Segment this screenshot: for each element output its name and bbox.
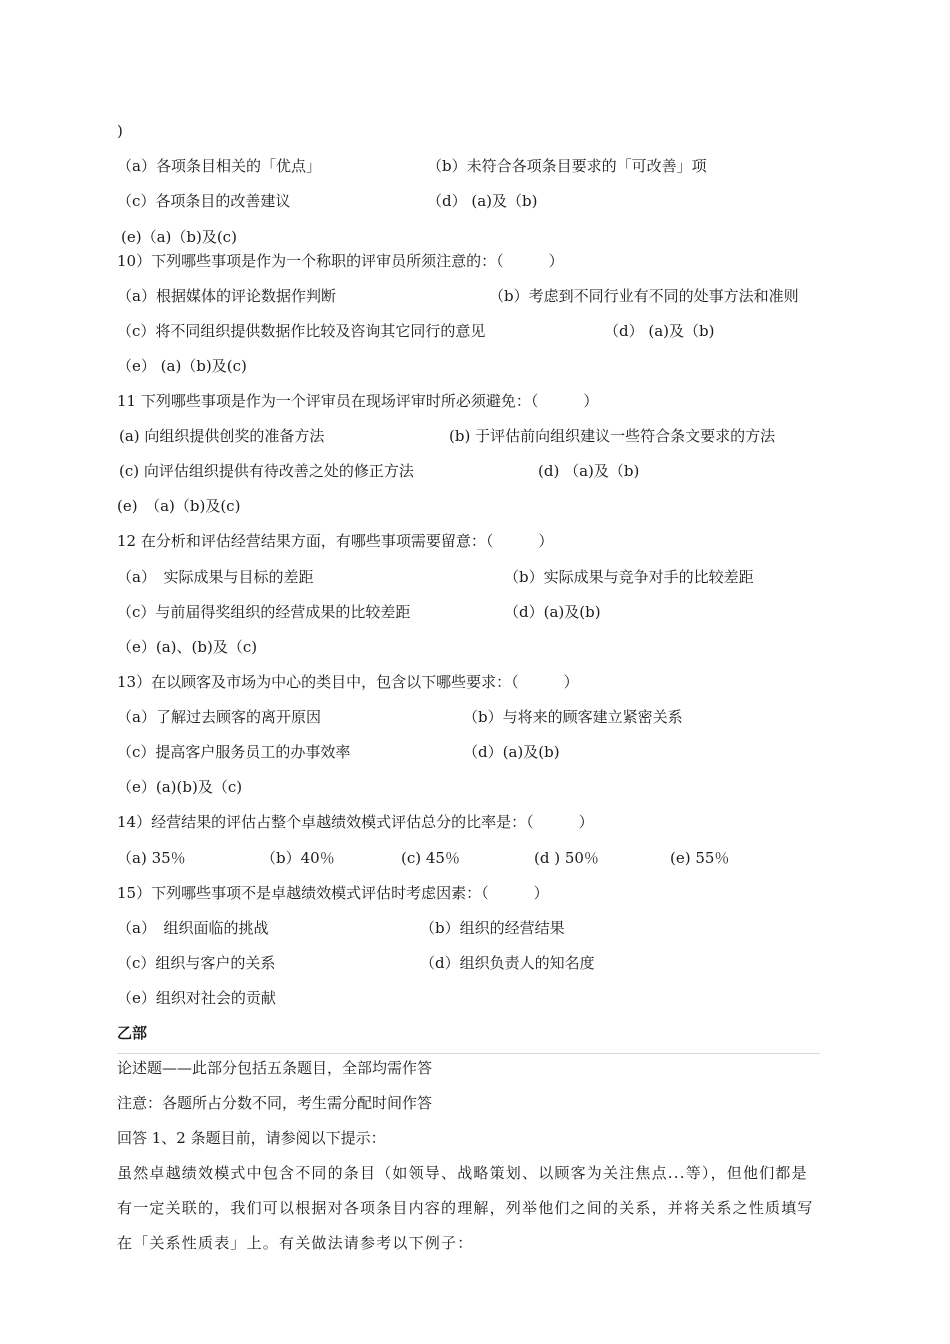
q12-option-c: （c）与前届得奖组织的经营成果的比较差距 bbox=[117, 603, 411, 621]
q10-option-b: （b）考虑到不同行业有不同的处事方法和准则 bbox=[489, 287, 799, 305]
q15-option-e: （e）组织对社会的贡献 bbox=[117, 989, 276, 1007]
q15-option-d: （d）组织负责人的知名度 bbox=[420, 954, 595, 972]
q14-option-b: （b）40％ bbox=[261, 849, 335, 867]
q13-option-c: （c）提高客户服务员工的办事效率 bbox=[117, 743, 351, 761]
part-b-paragraph-line-1: 虽然卓越绩效模式中包含不同的条目（如领导、战略策划、以顾客为关注焦点...等），但他们都是 bbox=[117, 1164, 808, 1182]
q12-option-b: （b）实际成果与竞争对手的比较差距 bbox=[504, 568, 754, 586]
q12-option-a: （a） 实际成果与目标的差距 bbox=[117, 568, 314, 586]
q15-stem: 15）下列哪些事项不是卓越绩效模式评估时考虑因素：（ ） bbox=[117, 884, 549, 902]
q12-option-d: （d）(a)及(b) bbox=[504, 603, 601, 621]
q11-option-d: (d) （a)及（b) bbox=[538, 462, 640, 480]
q14-option-d: (d ) 50％ bbox=[534, 849, 599, 867]
part-b-note: 注意：各题所占分数不同，考生需分配时间作答 bbox=[117, 1094, 433, 1112]
q11-stem: 11 下列哪些事项是作为一个评审员在现场评审时所必须避免：（ ） bbox=[117, 392, 599, 410]
q15-option-b: （b）组织的经营结果 bbox=[420, 919, 565, 937]
q10-stem: 10）下列哪些事项是作为一个称职的评审员所须注意的：（ ） bbox=[117, 252, 564, 270]
q11-option-c: (c) 向评估组织提供有待改善之处的修正方法 bbox=[119, 462, 414, 480]
part-b-paragraph-line-2: 有一定关联的，我们可以根据对各项条目内容的理解，列举他们之间的关系，并将关系之性质填写 bbox=[117, 1199, 814, 1217]
part-b-intro: 论述题——此部分包括五条题目，全部均需作答 bbox=[117, 1059, 433, 1077]
q10-option-e: （e） (a)（b)及(c) bbox=[117, 357, 247, 375]
q15-option-c: （c）组织与客户的关系 bbox=[117, 954, 276, 972]
q13-option-b: （b）与将来的顾客建立紧密关系 bbox=[463, 708, 683, 726]
q14-stem: 14）经营结果的评估占整个卓越绩效模式评估总分的比率是：（ ） bbox=[117, 813, 594, 831]
q10-option-d: （d） (a)及（b) bbox=[604, 322, 715, 340]
q11-option-a: (a) 向组织提供创奖的准备方法 bbox=[119, 427, 325, 445]
q15-option-a: （a） 组织面临的挑战 bbox=[117, 919, 269, 937]
q9-option-a: （a）各项条目相关的「优点」 bbox=[117, 157, 321, 175]
q9-option-b: （b）未符合各项条目要求的「可改善」项 bbox=[427, 157, 707, 175]
q12-option-e: （e）(a)、(b)及（c) bbox=[117, 638, 258, 656]
q12-stem: 12 在分析和评估经营结果方面，有哪些事项需要留意：（ ） bbox=[117, 532, 554, 550]
q9-option-d: （d） (a)及（b) bbox=[427, 192, 538, 210]
part-b-paragraph-line-3: 在「关系性质表」上。有关做法请参考以下例子： bbox=[117, 1234, 474, 1252]
q10-option-a: （a）根据媒体的评论数据作判断 bbox=[117, 287, 336, 305]
part-b-heading: 乙部 bbox=[117, 1024, 148, 1042]
q11-option-b: (b) 于评估前向组织建议一些符合条文要求的方法 bbox=[449, 427, 776, 445]
q9-close-paren: ) bbox=[117, 122, 123, 140]
q13-stem: 13）在以顾客及市场为中心的类目中，包含以下哪些要求：（ ） bbox=[117, 673, 579, 691]
q9-option-e: (e)（a)（b)及(c) bbox=[121, 228, 237, 246]
section-divider bbox=[117, 1053, 820, 1054]
q11-option-e: (e) （a)（b)及(c) bbox=[117, 497, 241, 515]
q9-option-c: （c）各项条目的改善建议 bbox=[117, 192, 291, 210]
part-b-hint: 回答 1、2 条题目前，请参阅以下提示： bbox=[117, 1129, 386, 1147]
q10-option-c: （c）将不同组织提供数据作比较及咨询其它同行的意见 bbox=[117, 322, 486, 340]
q13-option-d: （d）(a)及(b) bbox=[463, 743, 560, 761]
q14-option-e: (e) 55％ bbox=[670, 849, 730, 867]
q13-option-a: （a）了解过去顾客的离开原因 bbox=[117, 708, 321, 726]
q14-option-a: （a) 35％ bbox=[117, 849, 186, 867]
q14-option-c: (c) 45％ bbox=[401, 849, 460, 867]
q13-option-e: （e）(a)(b)及（c) bbox=[117, 778, 243, 796]
